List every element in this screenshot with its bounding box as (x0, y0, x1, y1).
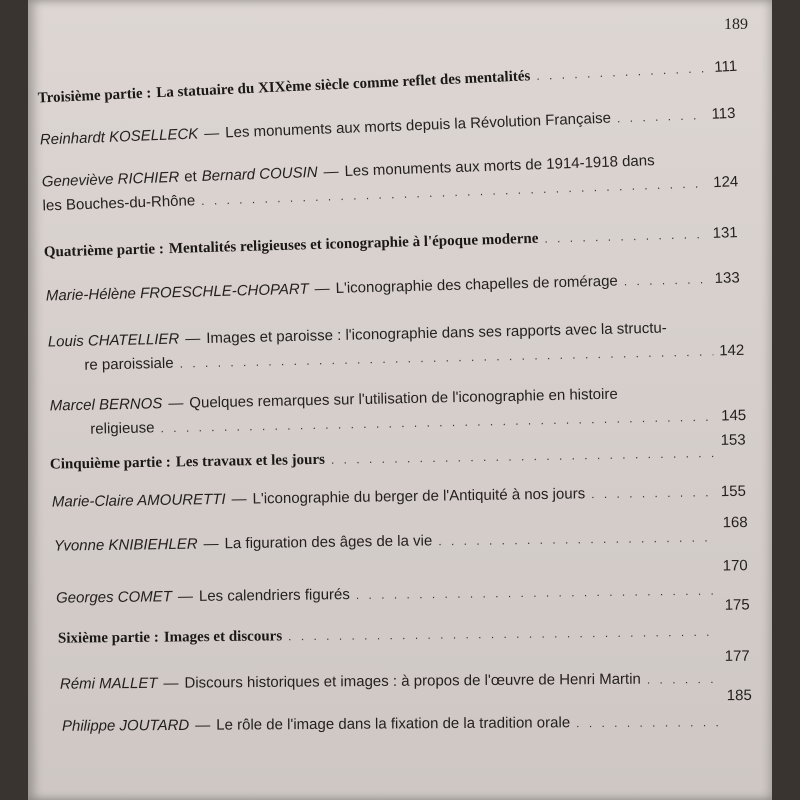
part-title: Mentalités religieuses et iconographie à l'époque moderne (168, 230, 539, 258)
em-dash: — (177, 587, 194, 606)
author-name: Louis CHATELLIER (47, 330, 180, 351)
book-page (28, 0, 772, 800)
toc-line (46, 269, 740, 304)
part-label: Cinquième partie : (49, 454, 171, 473)
author-name: Geneviève RICHIER (41, 168, 180, 191)
dot-leader (438, 530, 717, 548)
part-label: Sixième partie : (57, 629, 159, 647)
toc-line (59, 647, 750, 693)
em-dash: — (185, 330, 201, 348)
em-dash: — (323, 163, 339, 181)
table-of-contents (28, 0, 772, 800)
dot-leader (356, 584, 717, 602)
article-title-line2: re paroissiale (84, 354, 174, 374)
dot-leader (179, 344, 713, 370)
page-ref: 133 (714, 269, 740, 288)
page-ref: 145 (720, 406, 747, 425)
article-title-line1: Les monuments aux morts de 1914-1918 dans (344, 152, 655, 180)
page-ref: 177 (724, 647, 750, 665)
page-ref: 124 (712, 173, 739, 192)
part-label: Troisième partie : (37, 85, 152, 107)
part-title: Les travaux et les jours (175, 451, 326, 471)
dot-leader (617, 108, 706, 125)
author-name: Rémi MALLET (59, 674, 158, 693)
dot-leader (576, 715, 721, 730)
author-name: Georges COMET (55, 588, 173, 607)
dot-leader (331, 446, 715, 467)
dot-leader (288, 625, 719, 644)
article-title: L'iconographie des chapelles de romérage (335, 272, 618, 297)
toc-entry-article (28, 686, 772, 762)
em-dash: — (314, 280, 330, 298)
dot-leader (591, 485, 715, 501)
part-title: Images et discours (163, 628, 283, 646)
conjunction: et (183, 168, 198, 186)
author-name: Philippe JOUTARD (61, 716, 190, 735)
page-ref: 170 (722, 557, 748, 575)
author-name: Marcel BERNOS (49, 395, 163, 415)
dot-leader (544, 227, 707, 246)
em-dash: — (231, 490, 247, 508)
article-title: La figuration des âges de la vie (224, 532, 433, 553)
page-ref: 155 (720, 482, 746, 501)
article-title: L'iconographie du berger de l'Antiquité à nos jours (252, 485, 586, 508)
article-title: Les monuments aux morts depuis la Révolution Française (224, 109, 612, 142)
page-ref: 168 (722, 513, 748, 532)
em-dash: — (163, 674, 179, 692)
dot-leader (647, 672, 719, 687)
page-ref: 142 (719, 341, 745, 360)
article-title-line2: les Bouches-du-Rhône (42, 192, 196, 215)
article-title: Les calendriers figurés (198, 586, 350, 605)
page-number: 189 (724, 16, 748, 33)
page-ref: 111 (713, 57, 738, 76)
em-dash: — (195, 716, 211, 734)
page-ref: 175 (724, 596, 750, 614)
author-name: Marie-Hélène FROESCHLE-CHOPART (45, 280, 309, 305)
article-title-line2: religieuse (90, 419, 155, 438)
dot-leader (624, 272, 709, 288)
toc-line (52, 483, 746, 511)
author-name: Reinhardt KOSELLECK (39, 125, 199, 149)
author-name: Yvonne KNIBIEHLER (53, 535, 198, 555)
page-ref: 153 (720, 431, 746, 449)
em-dash: — (203, 124, 220, 143)
em-dash: — (168, 394, 184, 413)
page-ref: 131 (712, 224, 738, 242)
dot-leader (536, 61, 709, 83)
part-label: Quatrième partie : (43, 241, 165, 261)
page-ref: 185 (726, 686, 752, 705)
part-title: La statuaire du XIXème siècle comme reflet des mentalités (155, 68, 531, 102)
toc-line (53, 513, 748, 555)
article-title: Le rôle de l'image dans la fixation de la tradition orale (216, 714, 571, 734)
page-ref: 113 (711, 104, 736, 123)
em-dash: — (203, 535, 219, 553)
author-name-2: Bernard COUSIN (201, 163, 318, 185)
article-title-line1: Quelques remarques sur l'utilisation de l'iconographie en histoire (189, 385, 618, 412)
toc-line (61, 686, 752, 735)
author-name: Marie-Claire AMOURETTI (51, 490, 226, 511)
article-title-line1: Images et paroisse : l'iconographie dans ses rapports avec la structu- (206, 319, 667, 347)
article-title: Discours historiques et images : à propos de l'œuvre de Henri Martin (184, 670, 641, 692)
